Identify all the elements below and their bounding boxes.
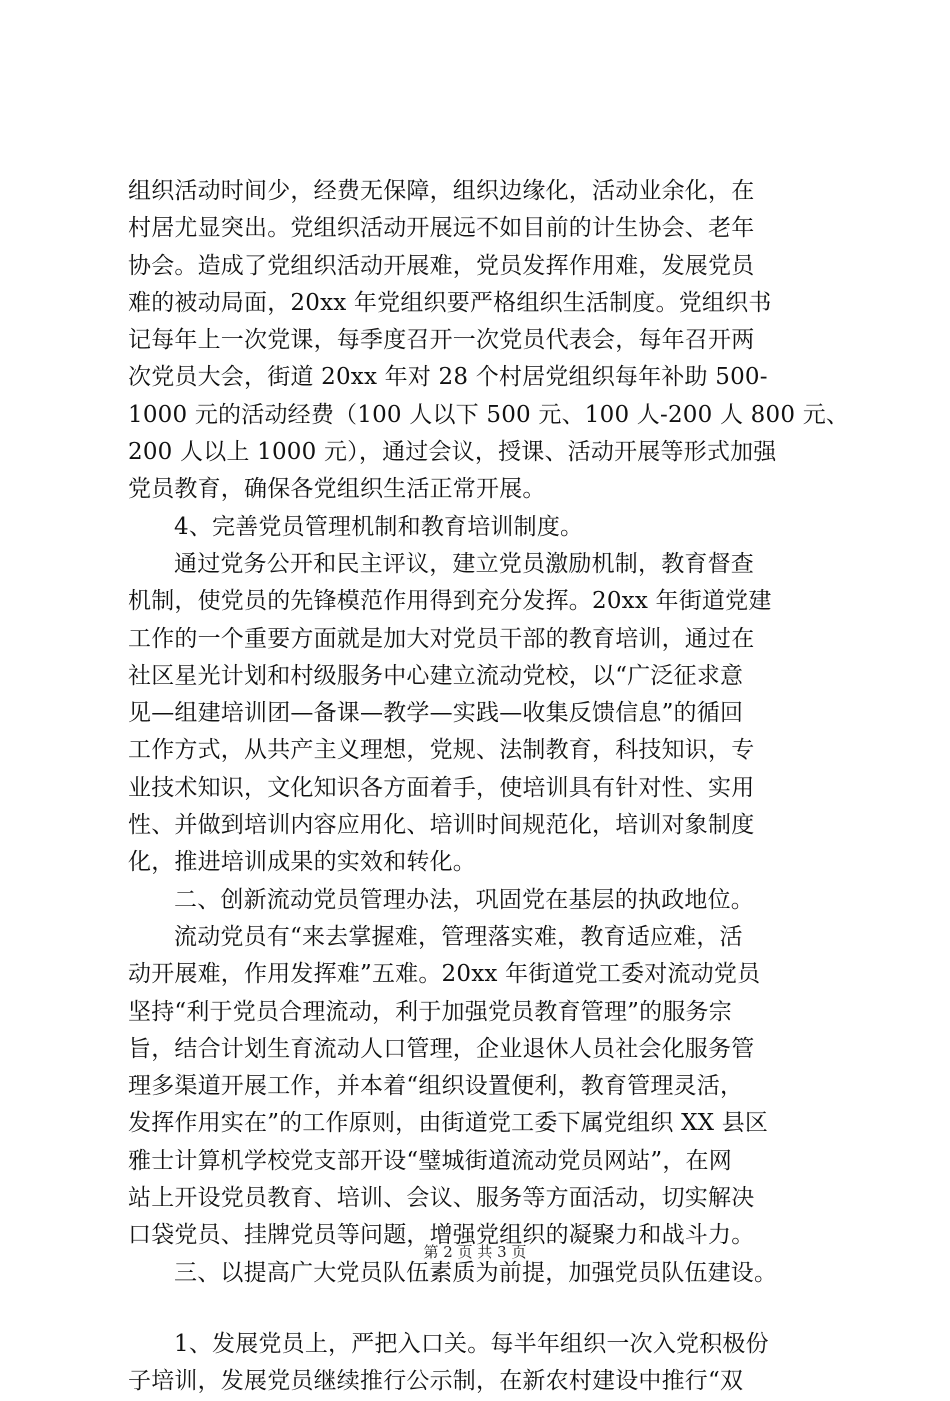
- text-line: 机制，使党员的先锋模范作用得到充分发挥。20xx 年街道党建: [128, 588, 772, 615]
- text-line: 1、发展党员上，严把入口关。每半年组织一次入党积极份: [174, 1330, 769, 1357]
- text-line: 雅士计算机学校党支部开设“璧城街道流动党员网站”，在网: [128, 1147, 732, 1174]
- text-line: 社区星光计划和村级服务中心建立流动党校，以“广泛征求意: [128, 662, 744, 689]
- text-line: 党员教育，确保各党组织生活正常开展。: [128, 476, 546, 503]
- text-line: 旨，结合计划生育流动人口管理，企业退休人员社会化服务管: [128, 1035, 755, 1062]
- paragraph-gap: [128, 1292, 828, 1326]
- page-footer: 第 2 页 共 3 页: [423, 1243, 527, 1261]
- text-line: 见—组建培训团—备课—教学—实践—收集反馈信息”的循回: [128, 700, 744, 727]
- text-line: 三、以提高广大党员队伍素质为前提，加强党员队伍建设。: [174, 1259, 778, 1286]
- text-line: 化，推进培训成果的实效和转化。: [128, 849, 476, 876]
- text-line: 记每年上一次党课，每季度召开一次党员代表会，每年召开两: [128, 327, 755, 354]
- text-line: 难的被动局面，20xx 年党组织要严格组织生活制度。党组织书: [128, 289, 772, 316]
- text-line: 次党员大会，街道 20xx 年对 28 个村居党组织每年补助 500-: [128, 364, 768, 391]
- text-line: 发挥作用实在”的工作原则，由街道党工委下属党组织 XX 县区: [128, 1110, 769, 1137]
- text-line: 性、并做到培训内容应用化、培训时间规范化，培训对象制度: [128, 812, 755, 839]
- text-line: 坚持“利于党员合理流动，利于加强党员教育管理”的服务宗: [128, 998, 732, 1025]
- document-body: [128, 173, 850, 1401]
- text-line: 组织活动时间少，经费无保障，组织边缘化，活动业余化，在: [128, 178, 755, 204]
- text-line: 4、完善党员管理机制和教育培训制度。: [174, 513, 584, 540]
- text-line: 1000 元的活动经费（100 人以下 500 元、100 人-200 人 800 元、: [128, 401, 850, 428]
- text-line: 村居尤显突出。党组织活动开展远不如目前的计生协会、老年: [128, 215, 755, 242]
- text-line: 站上开设党员教育、培训、会议、服务等方面活动，切实解决: [128, 1185, 755, 1212]
- text-line: 口袋党员、挂牌党员等问题，增强党组织的凝聚力和战斗力。: [128, 1222, 755, 1249]
- text-line: 协会。造成了党组织活动开展难，党员发挥作用难，发展党员: [128, 252, 755, 279]
- text-line: 二、创新流动党员管理办法，巩固党在基层的执政地位。: [174, 886, 754, 913]
- text-line: 业技术知识，文化知识各方面着手，使培训具有针对性、实用: [128, 774, 755, 801]
- text-line: 工作方式，从共产主义理想，党规、法制教育，科技知识，专: [128, 737, 755, 764]
- paragraphs-section: [128, 173, 850, 1292]
- text-line: 子培训，发展党员继续推行公示制，在新农村建设中推行“双: [128, 1368, 744, 1395]
- text-line: 动开展难，作用发挥难”五难。20xx 年街道党工委对流动党员: [128, 961, 761, 988]
- text-line: 200 人以上 1000 元），通过会议，授课、活动开展等形式加强: [128, 439, 777, 466]
- text-line: 工作的一个重要方面就是加大对党员干部的教育培训，通过在: [128, 625, 755, 652]
- text-line: 理多渠道开展工作，并本着“组织设置便利，教育管理灵活，: [128, 1073, 744, 1100]
- text-line: 流动党员有“来去掌握难，管理落实难，教育适应难，活: [174, 923, 743, 950]
- text-line: 通过党务公开和民主评议，建立党员激励机制，教育督查: [174, 550, 754, 577]
- paragraphs-section-continued: [128, 1326, 828, 1401]
